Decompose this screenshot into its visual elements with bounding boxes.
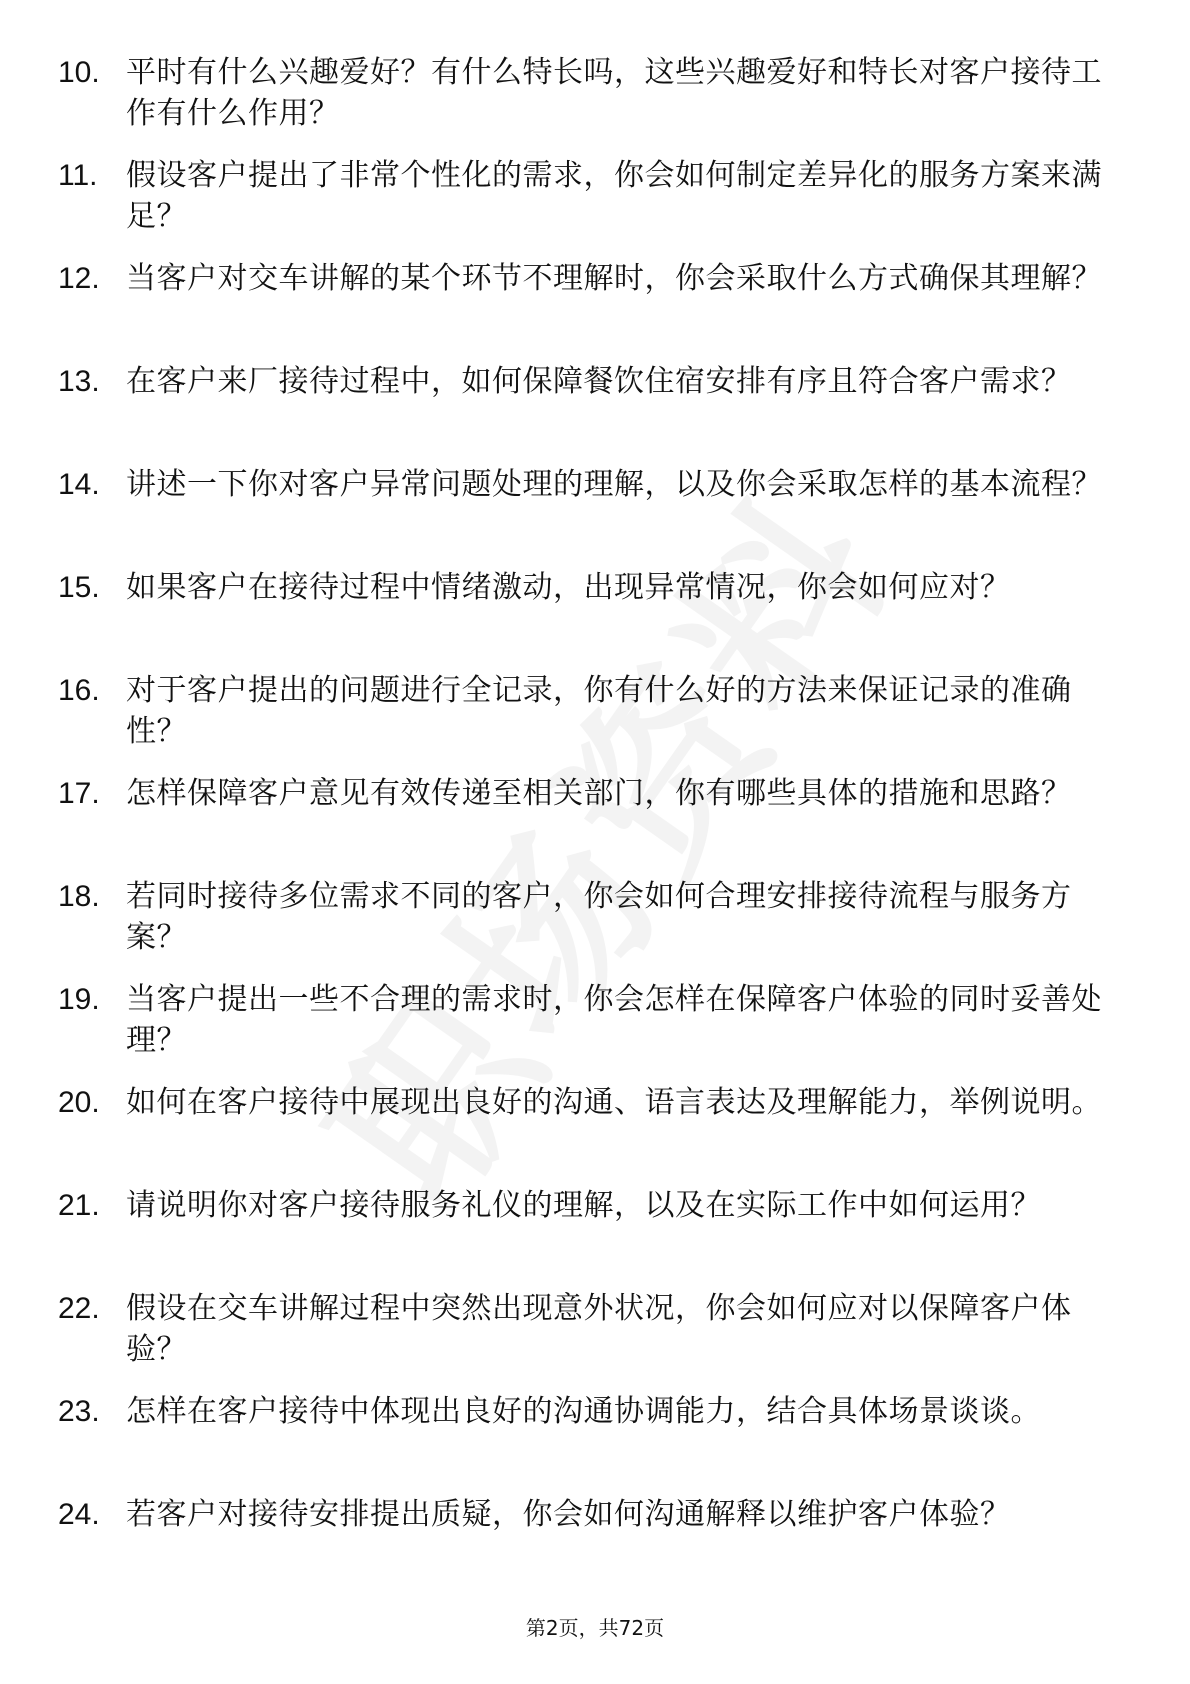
question-number: 16. <box>58 674 100 707</box>
question-number: 23. <box>58 1395 100 1428</box>
question-number: 14. <box>58 468 100 501</box>
question-text: 当客户对交车讲解的某个环节不理解时，你会采取什么方式确保其理解？ <box>126 261 1102 296</box>
question-text: 平时有什么兴趣爱好？有什么特长吗，这些兴趣爱好和特长对客户接待工作有什么作用？ <box>126 55 1102 131</box>
list-item <box>0 876 1190 979</box>
question-text: 如何在客户接待中展现出良好的沟通、语言表达及理解能力，举例说明。 <box>126 1085 1102 1120</box>
question-number: 19. <box>58 983 100 1016</box>
question-text: 假设在交车讲解过程中突然出现意外状况，你会如何应对以保障客户体验？ <box>126 1291 1072 1367</box>
question-text: 讲述一下你对客户异常问题处理的理解，以及你会采取怎样的基本流程？ <box>126 467 1102 502</box>
list-item <box>0 1288 1190 1391</box>
question-text: 怎样在客户接待中体现出良好的沟通协调能力，结合具体场景谈谈。 <box>126 1394 1041 1429</box>
question-text: 如果客户在接待过程中情绪激动，出现异常情况，你会如何应对？ <box>126 570 1011 605</box>
question-number: 10. <box>58 56 100 89</box>
list-item <box>0 670 1190 773</box>
list-item <box>0 52 1190 155</box>
page-number-label: 第2页，共72页 <box>525 1616 665 1640</box>
question-list <box>0 52 1190 1597</box>
question-text: 若客户对接待安排提出质疑，你会如何沟通解释以维护客户体验？ <box>126 1497 1011 1532</box>
question-text: 对于客户提出的问题进行全记录，你有什么好的方法来保证记录的准确性？ <box>126 673 1072 749</box>
list-item <box>0 1494 1190 1597</box>
question-text: 假设客户提出了非常个性化的需求，你会如何制定差异化的服务方案来满足？ <box>126 158 1102 234</box>
question-number: 18. <box>58 880 100 913</box>
page-footer <box>0 1614 1190 1642</box>
list-item <box>0 464 1190 567</box>
question-number: 12. <box>58 262 100 295</box>
question-text: 请说明你对客户接待服务礼仪的理解，以及在实际工作中如何运用？ <box>126 1188 1041 1223</box>
question-text: 当客户提出一些不合理的需求时，你会怎样在保障客户体验的同时妥善处理？ <box>126 982 1102 1058</box>
list-item <box>0 567 1190 670</box>
list-item <box>0 773 1190 876</box>
question-number: 21. <box>58 1189 100 1222</box>
question-number: 20. <box>58 1086 100 1119</box>
list-item <box>0 979 1190 1082</box>
question-number: 24. <box>58 1498 100 1531</box>
question-text: 在客户来厂接待过程中，如何保障餐饮住宿安排有序且符合客户需求？ <box>126 364 1072 399</box>
list-item <box>0 258 1190 361</box>
question-number: 17. <box>58 777 100 810</box>
list-item <box>0 361 1190 464</box>
question-text: 怎样保障客户意见有效传递至相关部门，你有哪些具体的措施和思路？ <box>126 776 1072 811</box>
list-item <box>0 1082 1190 1185</box>
question-number: 22. <box>58 1292 100 1325</box>
question-number: 15. <box>58 571 100 604</box>
question-text: 若同时接待多位需求不同的客户，你会如何合理安排接待流程与服务方案？ <box>126 879 1072 955</box>
list-item <box>0 155 1190 258</box>
list-item <box>0 1391 1190 1494</box>
list-item <box>0 1185 1190 1288</box>
question-number: 13. <box>58 365 100 398</box>
question-number: 11. <box>58 159 98 192</box>
